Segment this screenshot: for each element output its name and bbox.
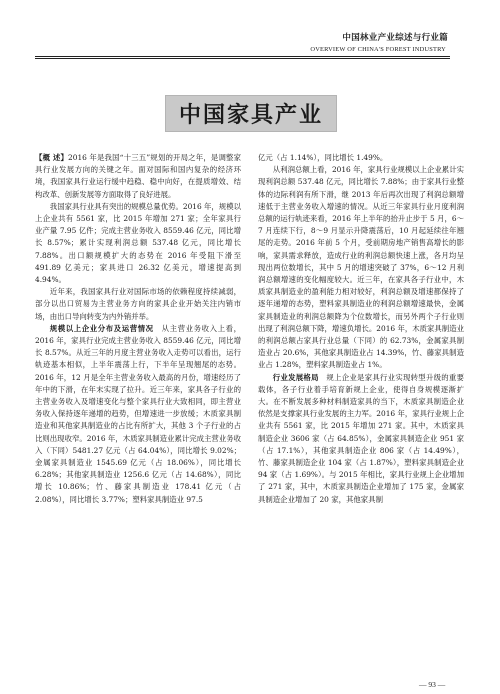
- continued-paragraph: 亿元（占 1.14%），同比增长 1.49%。: [258, 153, 388, 162]
- overview-paragraph: [35, 152, 241, 201]
- operations-text: 从主营业务收入上看，2016 年，家具行业完成主营业务收入 8559.46 亿元，同比增长 8.57%。从近三年的月度主营业务收入走势可以看出，运行轨迹基本相似，上半年震荡上行，下半年呈现翘尾的态势。2016 年，12 月是全年主营业务收入最高的月份，增速经历了年中的下滑，在年末实现了拉升。近三年来，家具各子行业的主营业务收入及增速变化与整个家具行业大致相同，即主营业务收入保持逐年递增的趋势，但增速进一步放缓；木质家具制造业和其他家具制造业的占比有所扩大，其他 3 个子行业的占比则出现收窄。2016 年，木质家具制造业累计完成主营业务收入（下同）5481.27 亿元（占 64.04%），同比增长 9.02%；金属家具制造业 1545.69 亿元（占 18.06%），同比增长 6.28%；其他家具制造业 1256.6 亿元（占 14.68%），同比增长 10.86%；竹、藤家具制造业 178.41 亿元（占 2.08%），同比增长 3.77%；塑料家具制造业 97.5: [35, 323, 241, 504]
- structure-text: 规上企业是家具行业实现转型升级的重要载体，各子行业着手培育新规上企业，使得自身规模逐渐扩大。在不断发展多种材料制造家具的当下，木质家具制造企业依然是支撑家具行业发展的主力军。2016 年，家具行业规上企业共有 5561 家，比 2015 年增加 271 家。其中，木质家具制造企业 3606 家（占 64.85%），金属家具制造企业 951 家（占 17.1%），其他家具制造企业 806 家（占 14.49%），竹、藤家具制造企业 104 家（占 1.87%），塑料家具制造企业 94 家（占 1.69%）。与 2015 年相比，家具行业规上企业增加了 271 家，其中，木质家具制造企业增加了 175 家，金属家具制造企业增加了 20 家，其他家具制: [258, 372, 464, 504]
- page-number: — 93 —: [419, 680, 446, 689]
- article-title: 中国家具产业: [165, 95, 337, 132]
- header-rule: [35, 56, 450, 57]
- overview-text: 2016 年是我国“十三五”规划的开局之年，是调整家具行业发展方向的关键之年。面对国际和国内复杂的经济环境，我国家具行业运行缓中趋稳、稳中向好，在提质增效、结构改革、创新发展等方面取得了良好进展。: [35, 153, 241, 199]
- market-paragraph: 近年来，我国家具行业对国际市场的依赖程度持续减弱，部分以出口贸易为主营业务方向的家具企业开始关注内销市场，由出口导向转变为内外销并举。: [35, 287, 241, 321]
- structure-paragraph: [258, 372, 464, 506]
- left-column: [35, 152, 241, 672]
- scale-paragraph: 我国家具行业具有突出的规模总量优势。2016 年，规模以上企业共有 5561 家，比 2015 年增加 271 家；全年家具行业产量 7.95 亿件；完成主营业务收入 8559.46 亿元，同比增长 8.57%；累计实现利润总额 537.48 亿元，同比增长 7.88%。出口额规模扩大的态势在 2016 年受阻下滑至 491.89 亿美元；家具进口 26.32 亿美元，增速提高到 4.94%。: [35, 201, 241, 285]
- structure-heading: 行业发展格局: [272, 372, 319, 382]
- operations-heading: 规模以上企业分布及运营情况: [49, 323, 154, 333]
- running-header-chinese: 中国林业产业综述与行业篇: [342, 33, 448, 43]
- header-rule-thin: [35, 58, 450, 59]
- right-column: [258, 152, 464, 672]
- profit-paragraph: 从利润总额上看，2016 年，家具行业规模以上企业累计实现利润总额 537.48 亿元，同比增长 7.88%；由于家具行业整体的边际利润有所下滑，继 2013 年后再次出现了利润总额增速低于主营业务收入增速的情况。从近三年家具行业月度利润总额的运行轨迹来看，2016 年上半年的抬升止步于 5 月，6～7 月连续下行，8～9 月显示升降震荡后，10 月起延续往年翘尾的走势。2016 年前 5 个月，受前期房地产销售高增长的影响，家具需求释放，造成行业的利润总额快速上涨，各月均呈现出两位数增长，其中 5 月的增速突破了 37%，6～12 月利润总额增速的变化幅度较大。近三年，在家具各子行业中，木质家具制造业的盈利能力相对较好，利润总额及增速都保持了逐年递增的态势，塑料家具制造业的利润总额增速最快，金属家具制造业的利润总额降为个位数增长，而另外两个子行业则出现了利润总额下降，增速负增长。2016 年，木质家具制造业的利润总额占家具行业总量（下同）的 62.73%，金属家具制造业占 20.6%，其他家具制造业占 14.39%，竹、藤家具制造业占 1.28%，塑料家具制造业占 1%。: [258, 165, 464, 370]
- operations-paragraph: [35, 323, 241, 506]
- overview-tag: 【概 述】: [35, 153, 69, 162]
- running-header-english: OVERVIEW OF CHINA'S FOREST INDUSTRY: [310, 46, 446, 53]
